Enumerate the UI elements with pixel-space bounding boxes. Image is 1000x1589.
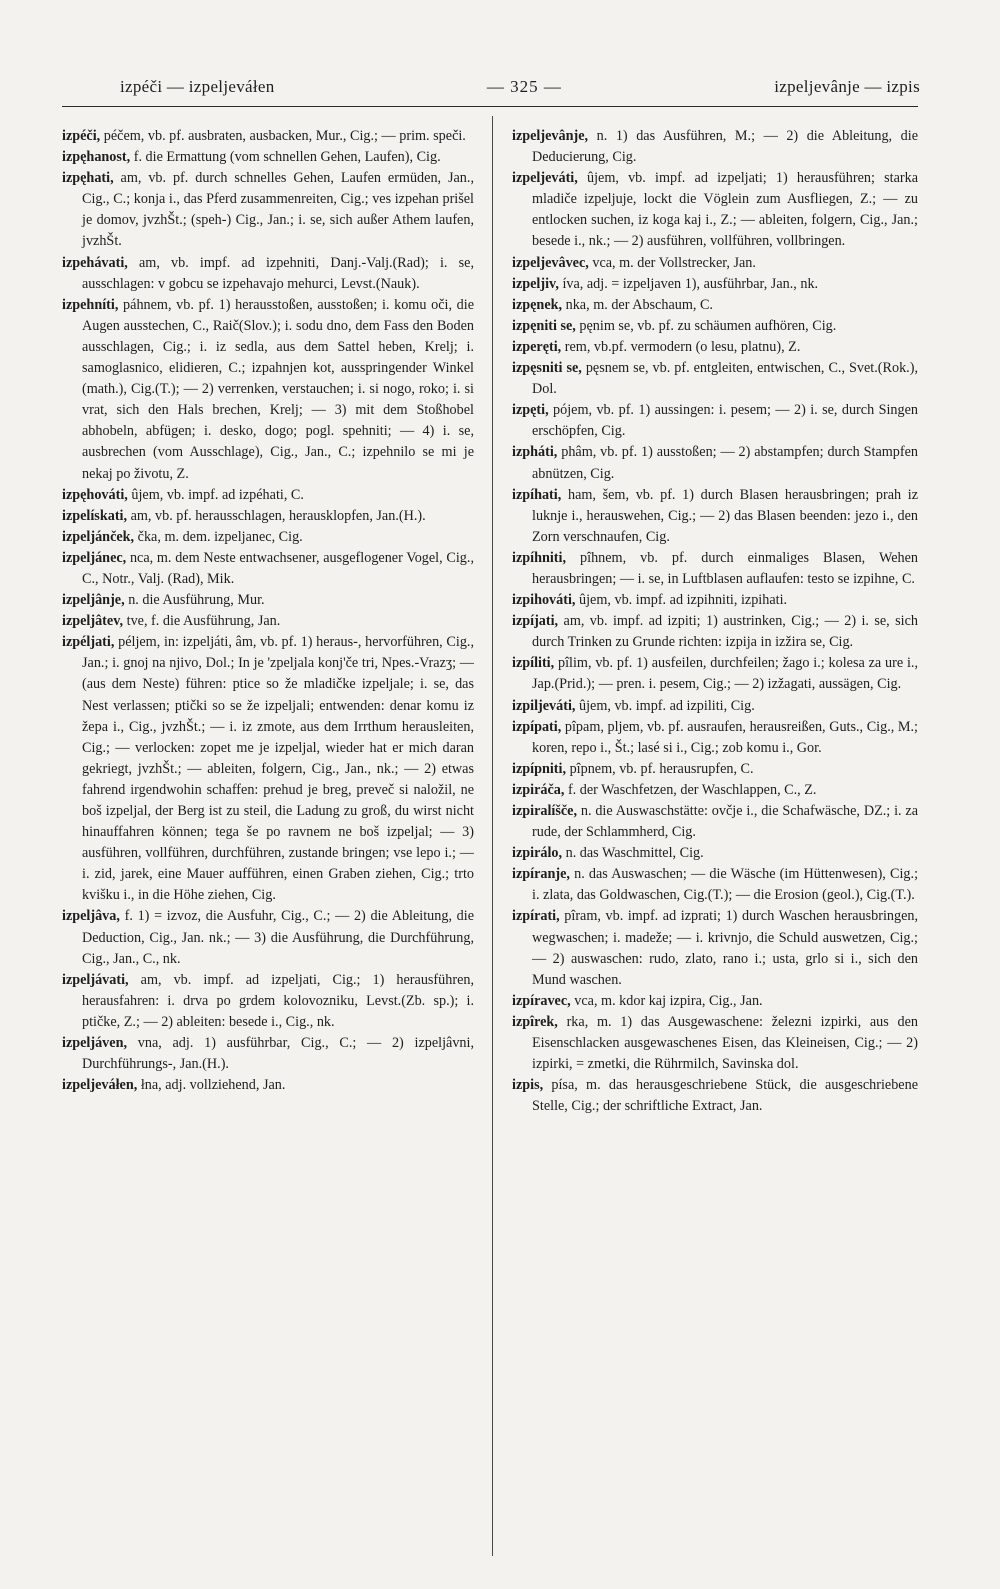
entry-definition: vca, m. der Vollstrecker, Jan.	[592, 254, 756, 271]
dictionary-entry	[62, 295, 474, 485]
entry-definition: am, vb. impf. ad izpiti; 1) austrinken, Cig.; — 2) i. se, sich durch Trinken zu Grunde richten: izpija in izžira se, Cig.	[532, 613, 918, 651]
entry-definition: am, vb. impf. ad izpehniti, Danj.-Valj.(Rad); i. se, ausschlagen: v gobcu se izpehavajo mehurci, Levst.(Nauk).	[82, 254, 475, 292]
entry-headword: izpęniti se,	[512, 317, 576, 334]
left-column	[62, 126, 474, 1096]
entry-definition: íva, adj. = izpeljaven 1), ausführbar, Jan., nk.	[562, 275, 819, 292]
header-right-guideword: izpeljevânje — izpis	[774, 77, 920, 96]
dictionary-entry	[512, 168, 918, 252]
entry-headword: izpis,	[512, 1077, 544, 1094]
entry-definition: pîlim, vb. pf. 1) ausfeilen, durchfeilen; žago i.; kolesa za ure i., Jap.(Prid.); — pren. i. pesem, Cig.; — 2) izžagati, aussägen, Cig.	[532, 655, 918, 693]
entry-definition: n. 1) das Ausführen, M.; — 2) die Ableitung, die Deducierung, Cig.	[532, 128, 919, 166]
entry-definition: pęnim se, vb. pf. zu schäumen aufhören, Cig.	[579, 317, 837, 334]
entry-headword: izpíjati,	[512, 613, 559, 630]
entry-definition: ham, šem, vb. pf. 1) durch Blasen herausbringen; prah iz luknje i., herauswehen, Cig.; — 2) das Blasen beenden: jezo i., den Zorn verschnaufen, Cig.	[532, 486, 919, 545]
dictionary-entry	[512, 864, 919, 906]
entry-definition: am, vb. pf. durch schnelles Gehen, Laufen ermüden, Jan., Cig., C.; konja i., das Pferd zusammenreiten, Cig.; ves izpehan prišel je domov, jvzhŠt.; (speh-) Cig., Jan.; i. se, sich außer Athem laufen, jvzhŠt.	[82, 170, 474, 250]
dictionary-entry	[62, 147, 474, 168]
entry-definition: am, vb. pf. herausschlagen, herausklopfen, Jan.(H.).	[130, 507, 426, 524]
entry-headword: izpeljânje,	[62, 592, 125, 609]
dictionary-entry	[512, 906, 919, 990]
dictionary-entry	[512, 485, 919, 548]
entry-headword: izpelískati,	[62, 507, 128, 524]
dictionary-entry	[512, 316, 918, 337]
entry-headword: izpíhniti,	[512, 549, 567, 566]
dictionary-entry	[512, 611, 918, 653]
dictionary-entry	[512, 126, 919, 168]
entry-headword: izpeljâtev,	[62, 613, 124, 630]
dictionary-entry	[512, 400, 918, 442]
dictionary-entry	[512, 759, 918, 780]
entry-headword: izpęsniti se,	[512, 360, 582, 377]
entry-definition: pîram, vb. impf. ad izprati; 1) durch Waschen herausbringen, wegwaschen; i. madeže; — i. krivnjo, die Schuld auswetzen, Cig.; — 2) auswaschen: rudo, zlato, rano i.; usta, grlo si i., sich den Mund waschen.	[532, 908, 919, 988]
entry-headword: izpíliti,	[512, 655, 555, 672]
entry-definition: pójem, vb. pf. 1) aussingen: i. pesem; — 2) i. se, durch Singen erschöpfen, Cig.	[532, 402, 918, 440]
entry-definition: f. der Waschfetzen, der Waschlappen, C., Z.	[567, 781, 817, 798]
entry-definition: páhnem, vb. pf. 1) herausstoßen, ausstoßen; i. komu oči, die Augen ausstechen, C., Raič(Slov.); i. sodu dno, dem Fass den Boden ausschlagen, Cig.; i. iz sedla, aus dem Sattel heben, Krelj; i. samoglasnico, elidieren, C.; izpahnjen kot, ausspringender Winkel (math.), Cig.(T.); — 2) verrenken, verstauchen; i. si nogo, roko; i. si vrat, sich den Hals brechen, Krelj; — 3) mit dem Stoßhobel abhobeln, abfügen; i. desko, dogo; pogl. spehniti; — 4) i. se, ausbrechen (vom Ausschlage), Cig., Jan., C.; izpehnilo se mi je nekaj po životu, Z.	[82, 296, 474, 482]
right-column	[512, 126, 918, 1117]
entry-definition: péljem, in: izpeljáti, âm, vb. pf. 1) heraus-, hervorführen, Cig., Jan.; i. gnoj na njivo, Dol.; In je 'zpeljala konj'če tri, Npes.-Vrazʒ; — (aus dem Neste) führen: ptice so že mladičke izpeljale; i. se, das Nest verlassen; ptički so se že izpeljali; entwenden: denar komu iz žepa i., Cig., jvzhŠt.; — i. iz zmote, aus dem Irrthum herausleiten, Cig.; — verlocken: zopet me je izpeljal, wieder hat er mich daran gekriegt, jvzhŠt.; — ableiten, folgern, Cig., Jan., nk.; — 2) etwas fahrend irgendwohin schaffen: prehud je breg, preveč si naložil, ne boš izpeljal, der Berg ist zu steil, die Ladung zu groß, du wirst nicht hinauffahren können; tega še po ravnem ne boš izpeljal; — 3) ausführen, vollführen, durchführen, zustande bringen; vse lepo i.; — i. zid, jarek, eine Mauer aufführen, einen Graben ziehen, Cig.; trto kvišku i., in die Höhe ziehen, Cig.	[82, 634, 475, 904]
entry-definition: rem, vb.pf. vermodern (o lesu, platnu), Z.	[564, 338, 801, 355]
entry-definition: nka, m. der Abschaum, C.	[565, 296, 713, 313]
entry-definition: pîpam, pljem, vb. pf. ausraufen, herausreißen, Guts., Cig., M.; koren, repo i., Št.; lasé si i., Cig.; zob komu i., Gor.	[532, 718, 918, 756]
entry-headword: izpéljati,	[62, 634, 115, 651]
entry-definition: n. das Waschmittel, Cig.	[565, 845, 704, 862]
entry-definition: čka, m. dem. izpeljanec, Cig.	[137, 528, 303, 545]
entry-headword: izpéči,	[62, 128, 101, 144]
entry-headword: izpeljánček,	[62, 528, 135, 545]
entry-headword: izpiljeváti,	[512, 697, 576, 714]
dictionary-entry	[62, 1033, 474, 1075]
dictionary-entry	[512, 653, 918, 695]
entry-definition: vca, m. kdor kaj izpira, Cig., Jan.	[574, 992, 763, 1009]
entry-headword: izperęti,	[512, 338, 562, 355]
entry-definition: n. die Auswaschstätte: ovčje i., die Schafwäsche, DZ.; i. za rude, der Schlammherd, Cig.	[532, 803, 918, 841]
dictionary-entry	[512, 590, 918, 611]
dictionary-entry	[512, 780, 918, 801]
dictionary-entry	[62, 506, 474, 527]
dictionary-entry	[62, 126, 474, 147]
entry-headword: izpháti,	[512, 444, 558, 461]
entry-definition: vna, adj. 1) ausführbar, Cig., C.; — 2) izpeljâvni, Durchführungs-, Jan.(H.).	[82, 1035, 474, 1073]
entry-headword: izpiráča,	[512, 781, 565, 798]
dictionary-entry	[62, 548, 474, 590]
entry-definition: n. das Auswaschen; — die Wäsche (im Hüttenwesen), Cig.; i. zlata, das Goldwaschen, Cig.(T.); — die Erosion (geol.), Cig.(T.).	[532, 866, 919, 904]
dictionary-entry	[62, 590, 474, 611]
entry-headword: izpírati,	[512, 908, 560, 925]
entry-headword: izpiralíšče,	[512, 803, 578, 819]
entry-definition: am, vb. impf. ad izpeljati, Cig.; 1) herausführen, herausfahren: i. drva po grdem kolovozniku, Levst.(Zb. sp.); i. ptičke, Z.; — 2) ableiten: besede i., Cig., nk.	[82, 971, 475, 1030]
entry-definition: ûjem, vb. impf. ad izpiliti, Cig.	[578, 697, 755, 714]
entry-definition: ûjem, vb. impf. ad izpéhati, C.	[131, 486, 304, 503]
dictionary-entry	[512, 1012, 918, 1075]
running-header	[120, 74, 920, 100]
entry-headword: izpęhováti,	[62, 486, 128, 503]
entry-headword: izpęti,	[512, 402, 549, 419]
entry-headword: izpeljávati,	[62, 971, 129, 988]
entry-definition: f. 1) = izvoz, die Ausfuhr, Cig., C.; — 2) die Ableitung, die Deduction, Cig., Jan. nk.; — 3) die Ausführung, die Durchführung, Cig., Jan., C., nk.	[82, 908, 475, 967]
entry-definition: rka, m. 1) das Ausgewaschene: železni izpirki, aus den Eisenschlacken ausgewaschenes Eisen, das Kleineisen, Cig.; — 2) izpirki, = zmetki, die Rührmilch, Savinska dol.	[532, 1013, 918, 1073]
dictionary-entry	[62, 611, 474, 632]
entry-definition: péčem, vb. pf. ausbraten, ausbacken, Mur., Cig.; — prim. speči.	[103, 128, 466, 144]
dictionary-entry	[512, 1075, 918, 1117]
entry-headword: izpirálo,	[512, 845, 563, 862]
entry-headword: izpęhati,	[62, 170, 114, 187]
entry-definition: pîhnem, vb. pf. durch einmaliges Blasen, Wehen herausbringen; — i. se, in Luftblasen auflaufen: testo se izpihne, C.	[532, 549, 919, 587]
header-rule	[62, 106, 918, 107]
entry-definition: phâm, vb. pf. 1) ausstoßen; — 2) abstampfen; durch Stampfen abnützen, Cig.	[532, 444, 919, 482]
header-left-guideword: izpéči — izpeljeváłen	[120, 77, 275, 96]
dictionary-entry	[512, 358, 918, 400]
entry-headword: izpípati,	[512, 718, 562, 735]
entry-headword: izpeljánec,	[62, 549, 127, 566]
dictionary-entry	[512, 696, 918, 717]
entry-headword: izpeljevânje,	[512, 128, 589, 144]
entry-definition: pęsnem se, vb. pf. entgleiten, entwischen, C., Svet.(Rok.), Dol.	[532, 360, 918, 398]
entry-headword: izpeljiv,	[512, 275, 559, 292]
entry-headword: izpeljeváłen,	[62, 1077, 138, 1094]
entry-headword: izpíranje,	[512, 866, 570, 883]
dictionary-entry	[62, 1075, 474, 1096]
entry-definition: ûjem, vb. impf. ad izpeljati; 1) herausführen; starka mladiče izpeljuje, lockt die Vöglein zum Ausfliegen, Z.; — zu entlocken suchen, iz koga kaj i., Z.; — ableiten, folgern, Cig., Jan.; besede i., nk.; — 2) ausführen, vollführen, vollbringen.	[532, 170, 918, 250]
entry-definition: f. die Ermattung (vom schnellen Gehen, Laufen), Cig.	[133, 149, 441, 166]
dictionary-entry	[62, 253, 475, 295]
column-divider	[492, 116, 493, 1556]
dictionary-entry	[512, 337, 918, 358]
entry-definition: tve, f. die Ausführung, Jan.	[126, 613, 281, 630]
entry-headword: izpęnek,	[512, 296, 563, 313]
entry-headword: izpíravec,	[512, 992, 571, 1009]
entry-headword: izpehávati,	[62, 254, 128, 271]
entry-headword: izpehníti,	[62, 296, 119, 313]
dictionary-entry	[512, 548, 919, 590]
entry-headword: izpeljáven,	[62, 1035, 128, 1052]
dictionary-entry	[512, 991, 918, 1012]
dictionary-entry	[512, 717, 918, 759]
entry-headword: izpęhanost,	[62, 149, 131, 166]
dictionary-entry	[512, 801, 918, 843]
dictionary-entry	[62, 168, 474, 252]
dictionary-entry	[62, 970, 475, 1033]
entry-headword: izpípniti,	[512, 760, 567, 777]
dictionary-entry	[512, 843, 918, 864]
entry-headword: izpîrek,	[512, 1013, 558, 1030]
dictionary-entry	[62, 527, 474, 548]
entry-headword: izpeljevâvec,	[512, 254, 589, 271]
dictionary-entry	[512, 253, 918, 274]
entry-headword: izpíhati,	[512, 486, 562, 503]
dictionary-entry	[62, 632, 475, 906]
entry-definition: n. die Ausführung, Mur.	[128, 592, 265, 609]
dictionary-entry	[62, 906, 475, 969]
dictionary-entry	[512, 442, 919, 484]
entry-headword: izpeljâva,	[62, 908, 120, 925]
dictionary-entry	[62, 485, 474, 506]
entry-definition: pîpnem, vb. pf. herausrupfen, C.	[569, 760, 754, 777]
dictionary-entry	[512, 274, 918, 295]
dictionary-entry	[512, 295, 918, 316]
entry-definition: nca, m. dem Neste entwachsener, ausgeflogener Vogel, Cig., C., Notr., Valj. (Rad), Mik.	[82, 549, 474, 587]
entry-definition: ûjem, vb. impf. ad izpihniti, izpihati.	[579, 592, 788, 609]
entry-headword: izpeljeváti,	[512, 170, 578, 187]
page-number: — 325 —	[486, 77, 562, 96]
entry-definition: písa, m. das herausgeschriebene Stück, die ausgeschriebene Stelle, Cig.; der schriftliche Extract, Jan.	[532, 1077, 918, 1115]
entry-definition: łna, adj. vollziehend, Jan.	[140, 1077, 286, 1094]
entry-headword: izpihováti,	[512, 592, 576, 609]
